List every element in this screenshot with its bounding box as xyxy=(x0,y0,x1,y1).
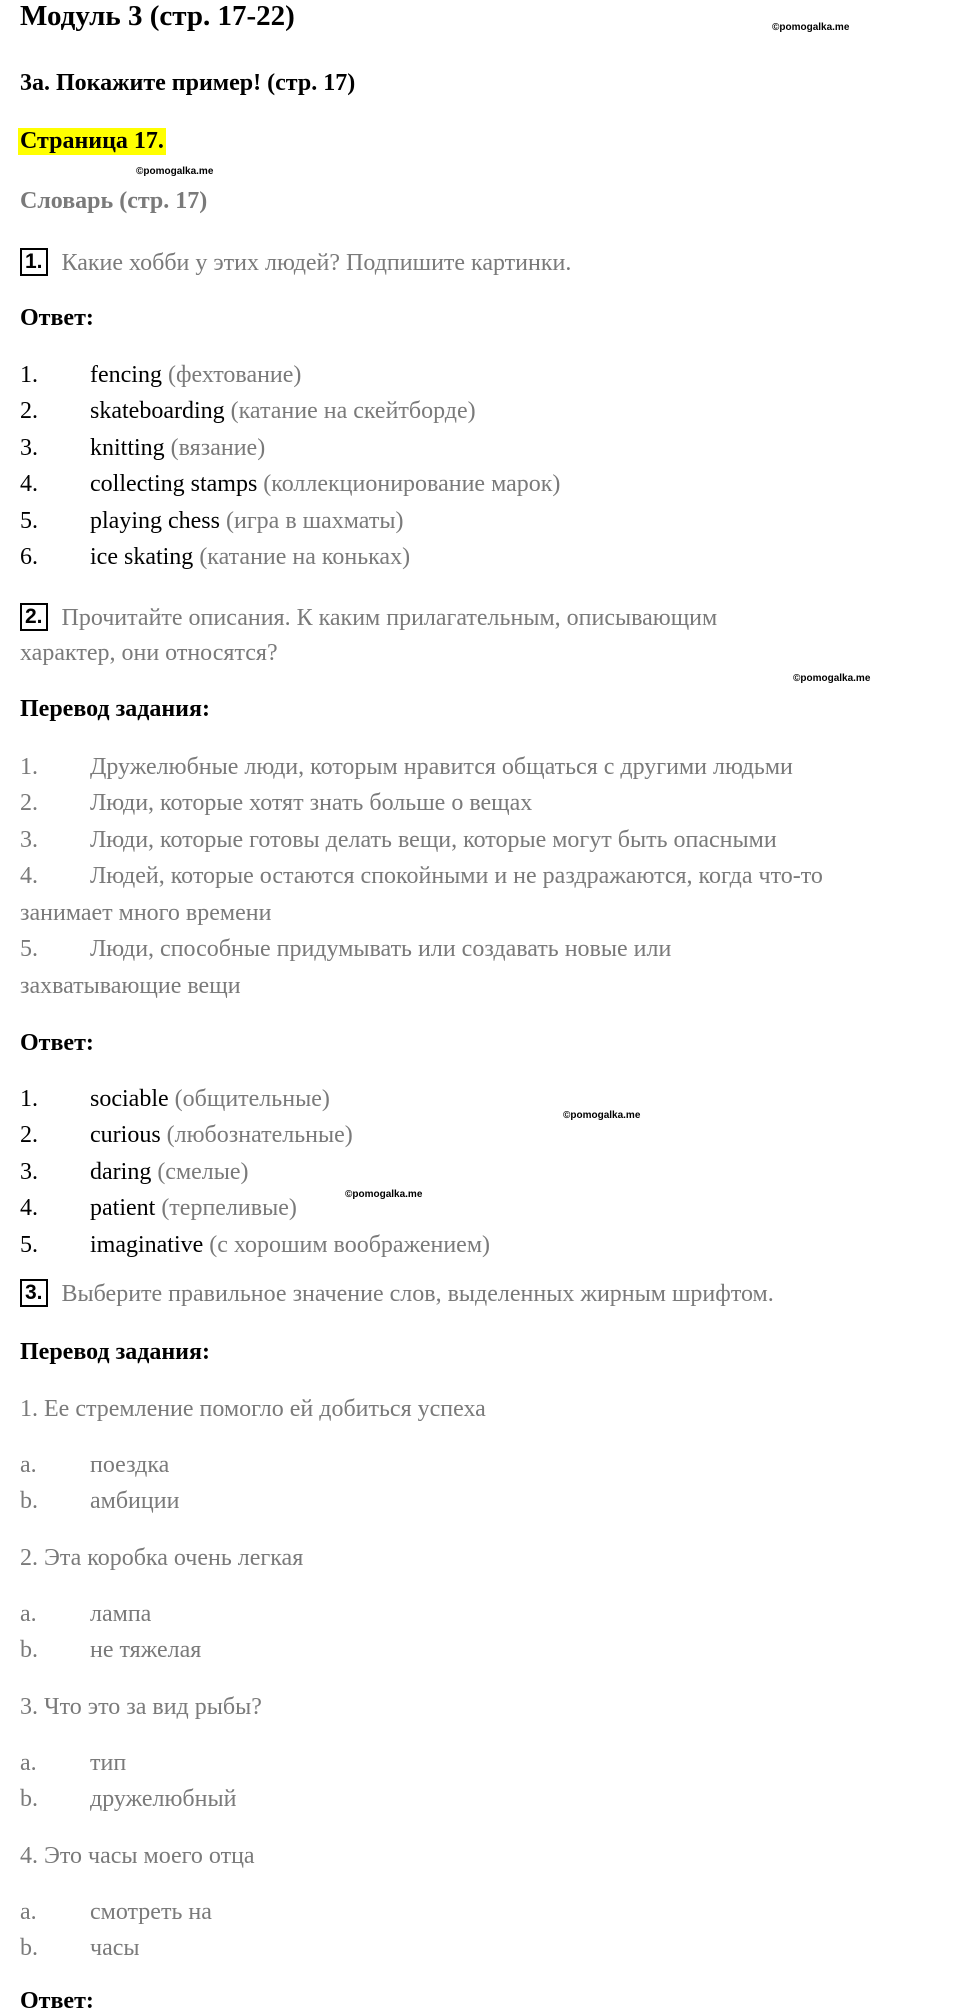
translation-item: 4. Людей, которые остаются спокойными и не раздражаются, когда что-то xyxy=(20,863,823,889)
task2-translation-label: Перевод задания: xyxy=(20,696,210,722)
list-item: 3. knitting (вязание) xyxy=(20,435,266,461)
list-item: 4. patient (терпеливые) xyxy=(20,1195,297,1221)
option-b: b. дружелюбный xyxy=(20,1786,237,1812)
translation-item: 1. Дружелюбные люди, которым нравится общаться с другими людьми xyxy=(20,754,793,780)
list-item: 4. collecting stamps (коллекционирование марок) xyxy=(20,471,561,497)
task1-answer-label: Ответ: xyxy=(20,305,94,331)
question: 1. Ее стремление помогло ей добиться успеха xyxy=(20,1396,486,1422)
vocab-heading: Словарь (стр. 17) xyxy=(20,188,208,214)
task2-answer-label: Ответ: xyxy=(20,1030,94,1056)
task1-text: Какие хобби у этих людей? Подпишите картинки. xyxy=(61,250,572,276)
watermark: ©pomogalka.me xyxy=(793,673,871,684)
list-item: 1. sociable (общительные) xyxy=(20,1086,330,1112)
module-title: Модуль 3 (стр. 17-22) xyxy=(20,0,295,32)
list-item: 6. ice skating (катание на коньках) xyxy=(20,544,411,570)
translation-item-continued: занимает много времени xyxy=(20,900,272,926)
translation-item-continued: захватывающие вещи xyxy=(20,973,241,999)
task1-number-box: 1. xyxy=(20,248,48,276)
question: 2. Эта коробка очень легкая xyxy=(20,1545,304,1571)
translation-item: 2. Люди, которые хотят знать больше о вещах xyxy=(20,790,533,816)
watermark: ©pomogalka.me xyxy=(136,166,214,177)
task3-translation-label: Перевод задания: xyxy=(20,1339,210,1365)
option-a: a. тип xyxy=(20,1750,127,1776)
question: 4. Это часы моего отца xyxy=(20,1843,255,1869)
section-title: 3a. Покажите пример! (стр. 17) xyxy=(20,70,356,96)
task2-text: Прочитайте описания. К каким прилагательным, описывающим xyxy=(61,605,718,631)
task2-number-box: 2. xyxy=(20,603,48,631)
watermark: ©pomogalka.me xyxy=(563,1110,641,1121)
task3-prompt xyxy=(20,1279,774,1308)
option-a: a. поездка xyxy=(20,1452,170,1478)
page-highlight: Страница 17. xyxy=(20,128,164,154)
watermark: ©pomogalka.me xyxy=(772,22,850,33)
translation-item: 5. Люди, способные придумывать или создавать новые или xyxy=(20,936,672,962)
task3-text: Выберите правильное значение слов, выделенных жирным шрифтом. xyxy=(61,1281,774,1307)
question: 3. Что это за вид рыбы? xyxy=(20,1694,262,1720)
task1-prompt xyxy=(20,248,571,277)
option-b: b. амбиции xyxy=(20,1488,180,1514)
list-item: 5. imaginative (с хорошим воображением) xyxy=(20,1232,491,1258)
option-a: a. смотреть на xyxy=(20,1899,212,1925)
list-item: 5. playing chess (игра в шахматы) xyxy=(20,508,404,534)
watermark: ©pomogalka.me xyxy=(345,1189,423,1200)
task3-number-box: 3. xyxy=(20,1279,48,1307)
option-a: a. лампа xyxy=(20,1601,152,1627)
list-item: 3. daring (смелые) xyxy=(20,1159,249,1185)
list-item: 2. skateboarding (катание на скейтборде) xyxy=(20,398,476,424)
list-item: 2. curious (любознательные) xyxy=(20,1122,353,1148)
list-item: 1. fencing (фехтование) xyxy=(20,362,302,388)
task2-prompt xyxy=(20,603,717,632)
option-b: b. не тяжелая xyxy=(20,1637,202,1663)
task3-answer-label: Ответ: xyxy=(20,1988,94,2014)
translation-item: 3. Люди, которые готовы делать вещи, которые могут быть опасными xyxy=(20,827,777,853)
option-b: b. часы xyxy=(20,1935,140,1961)
task2-text-line2: характер, они относятся? xyxy=(20,640,278,666)
